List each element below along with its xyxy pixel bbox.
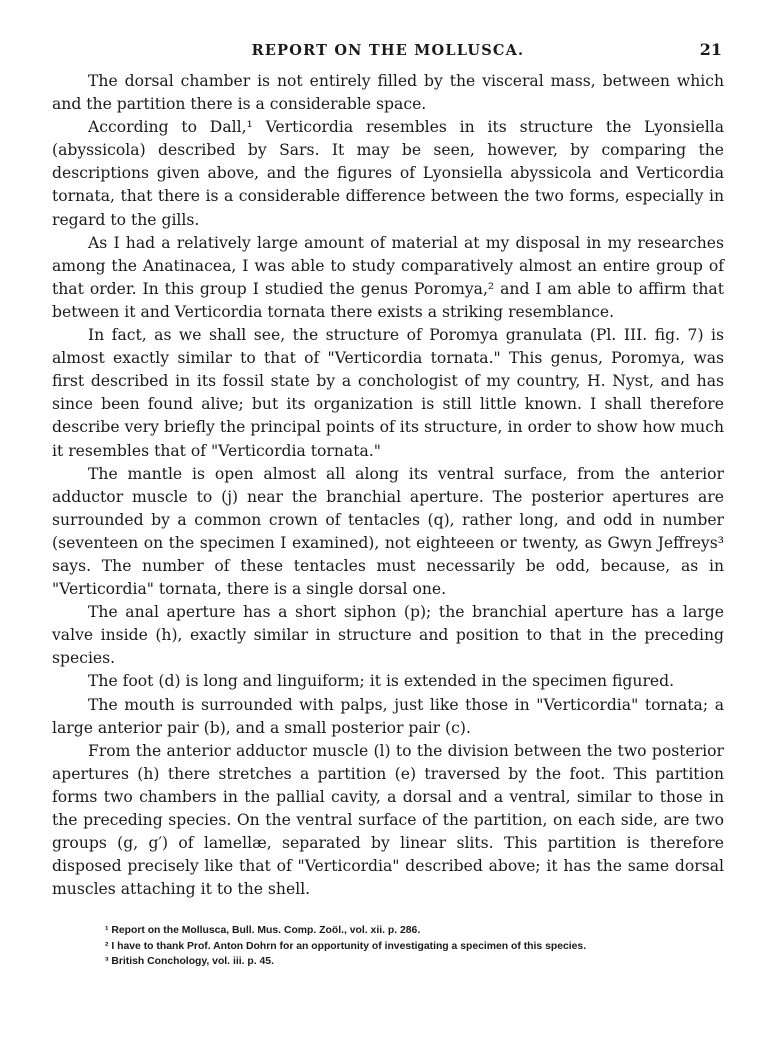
paragraph: The anal aperture has a short siphon (p); the branchial aperture has a large valve inside (h), exactly similar in structure and position to that in the preceding species.: [52, 603, 724, 668]
paragraph: The mouth is surrounded with palps, just like those in "Verticordia" tornata; a large anterior pair (b), and a small posterior pair (c).: [52, 695, 724, 737]
paragraph: In fact, as we shall see, the structure of Poromya granulata (Pl. III. fig. 7) is almost exactly similar to that of "Verticordia tornata." This genus, Poromya, was first described in its fossil state by a conchologist of my country, H. Nyst, and has since been found alive; but its organization is still little known. I shall therefore describe very briefly the principal points of its structure, in order to show how much it resembles that of "Verticordia tornata.": [52, 326, 724, 460]
footnote: ³ British Conchology, vol. iii. p. 45.: [105, 955, 274, 967]
paragraph: According to Dall,¹ Verticordia resembles in its structure the Lyonsiella (abyssicola) described by Sars. It may be seen, however, by comparing the descriptions given above, and the figures of Lyonsiella abyssicola and Verticordia tornata, that there is a considerable difference between the two forms, especially in regard to the gills.: [52, 118, 724, 229]
running-title: REPORT ON THE MOLLUSCA.: [251, 42, 525, 59]
page-number: 21: [699, 40, 722, 59]
page-header: [52, 40, 724, 70]
body-text: [52, 70, 724, 901]
paragraph: As I had a relatively large amount of material at my disposal in my researches among the Anatinacea, I was able to study comparatively almost an entire group of that order. In this group I studied the genus Poromya,² and I am able to affirm that between it and Verticordia tornata there exists a striking resemblance.: [52, 233, 724, 321]
paragraph: The mantle is open almost all along its ventral surface, from the anterior adductor muscle to (j) near the branchial aperture. The posterior apertures are surrounded by a common crown of tentacles (q), rather long, and odd in number (seventeen on the specimen I examined), not eighteeen or twenty, as Gwyn Jeffreys³ says. The number of these tentacles must necessarily be odd, because, as in "Verticordia" tornata, there is a single dorsal one.: [52, 464, 724, 599]
paragraph: From the anterior adductor muscle (l) to the division between the two posterior apertures (h) there stretches a partition (e) traversed by the foot. This partition forms two chambers in the pallial cavity, a dorsal and a ventral, similar to those in the preceding species. On the ventral surface of the partition, on each side, are two groups (g, g′) of lamellæ, separated by linear slits. This partition is therefore disposed precisely like that of "Verticordia" described above; it has the same dorsal muscles attaching it to the shell.: [52, 741, 724, 899]
footnote: ¹ Report on the Mollusca, Bull. Mus. Comp. Zoöl., vol. xii. p. 286.: [105, 925, 421, 937]
paragraph: The dorsal chamber is not entirely filled by the visceral mass, between which and the partition there is a considerable space.: [52, 72, 724, 114]
paragraph: The foot (d) is long and linguiform; it is extended in the specimen figured.: [88, 672, 675, 691]
footnote: ² I have to thank Prof. Anton Dohrn for an opportunity of investigating a specimen of this species.: [105, 940, 587, 952]
page: [52, 40, 724, 969]
footnotes: [52, 923, 724, 969]
